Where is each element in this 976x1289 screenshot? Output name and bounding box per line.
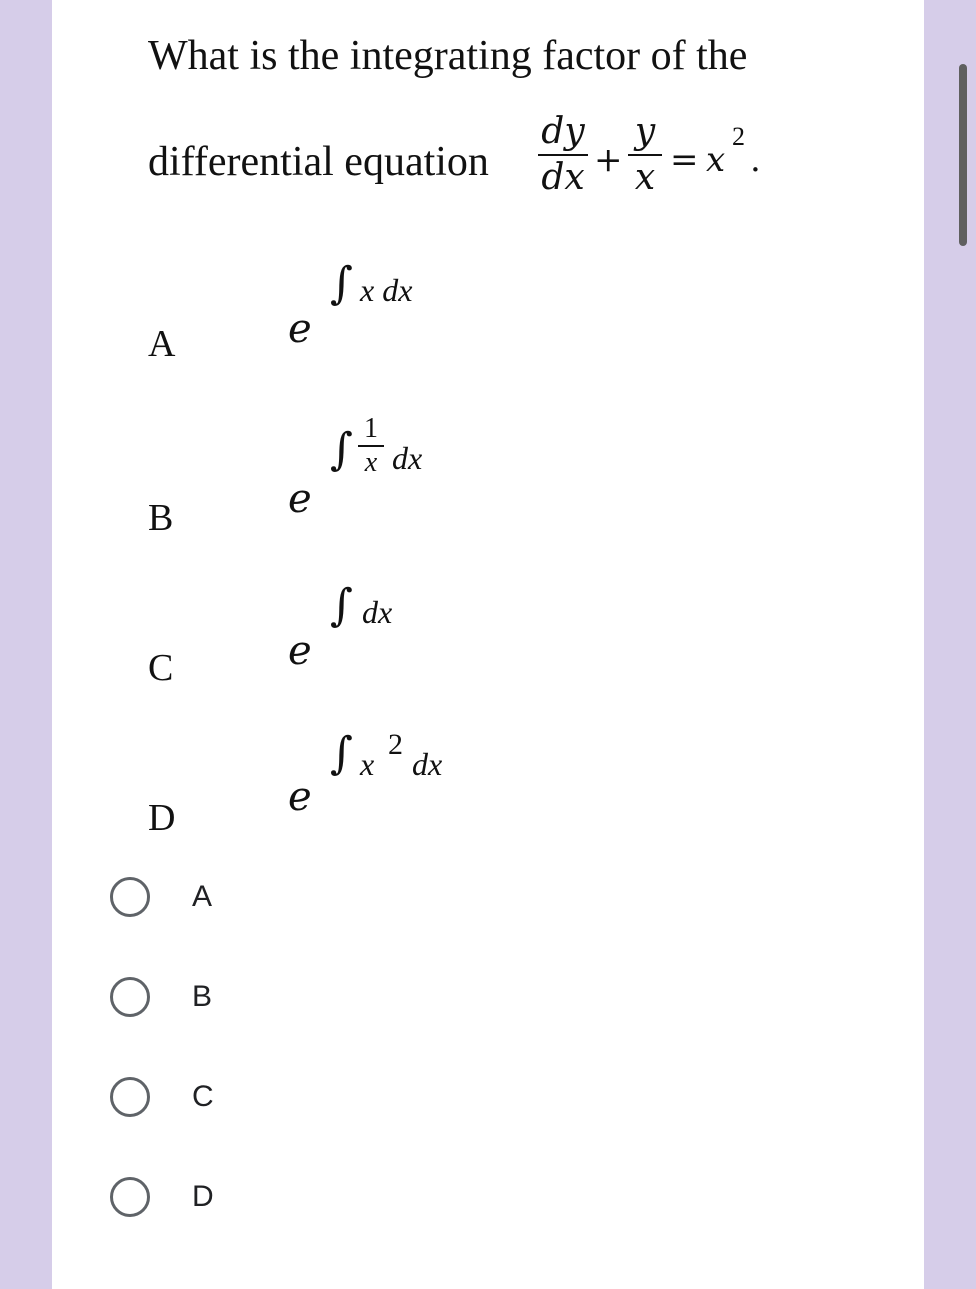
equation-rhs-exponent: 2: [732, 122, 745, 151]
fraction-bar: [538, 154, 588, 156]
option-letter-d: D: [148, 797, 176, 839]
equation-y-x: [628, 112, 662, 198]
equation-y: y: [634, 111, 656, 152]
equation-plus: +: [594, 140, 623, 180]
option-d-integrand-exponent: 2: [388, 728, 403, 761]
radio-option-c[interactable]: [110, 1072, 214, 1122]
radio-button-icon[interactable]: [110, 1077, 150, 1117]
option-c-integral-icon: ∫: [330, 580, 353, 631]
equation-x: x: [634, 157, 656, 198]
option-letter-b: B: [148, 497, 174, 539]
radio-label-d: D: [192, 1180, 214, 1213]
equation-rhs-x: x: [706, 140, 726, 180]
radio-button-icon[interactable]: [110, 1177, 150, 1217]
equation-dy: dy: [541, 111, 585, 152]
option-d-base-e: e: [288, 774, 312, 820]
option-d-differential: dx: [412, 746, 443, 782]
question-line-2: differential equation: [148, 139, 489, 185]
option-d-integral-icon: ∫: [330, 728, 353, 779]
option-b-fraction-denominator: x: [364, 447, 378, 478]
radio-label-b: B: [192, 980, 213, 1013]
option-d-integrand-x: x: [360, 746, 375, 782]
radio-option-d[interactable]: [110, 1172, 214, 1222]
fraction-bar: [628, 154, 662, 156]
option-c-base-e: e: [288, 628, 312, 674]
scrollbar[interactable]: [959, 64, 967, 246]
option-b-base-e: e: [288, 476, 312, 522]
equation-equals: =: [670, 140, 699, 180]
option-a-integral-icon: ∫: [330, 258, 353, 309]
option-b-integral-icon: ∫: [330, 424, 353, 475]
equation-period: .: [750, 140, 761, 180]
radio-button-icon[interactable]: [110, 877, 150, 917]
radio-option-b[interactable]: [110, 972, 212, 1022]
option-letter-a: A: [148, 323, 176, 365]
option-letter-c: C: [148, 647, 174, 689]
radio-label-c: C: [192, 1080, 214, 1113]
option-a-base-e: e: [288, 306, 312, 352]
option-b-fraction-numerator: 1: [364, 413, 378, 444]
radio-option-a[interactable]: [110, 872, 212, 922]
equation-dy-dx: [538, 112, 588, 198]
equation-dx: dx: [541, 157, 585, 198]
option-b-fraction: [358, 414, 384, 478]
question-line-1: What is the integrating factor of the: [148, 33, 748, 79]
option-c-integrand: dx: [362, 594, 393, 630]
radio-button-icon[interactable]: [110, 977, 150, 1017]
radio-label-a: A: [192, 880, 213, 913]
option-b-differential: dx: [392, 440, 423, 476]
option-a-integrand: x dx: [360, 272, 413, 308]
